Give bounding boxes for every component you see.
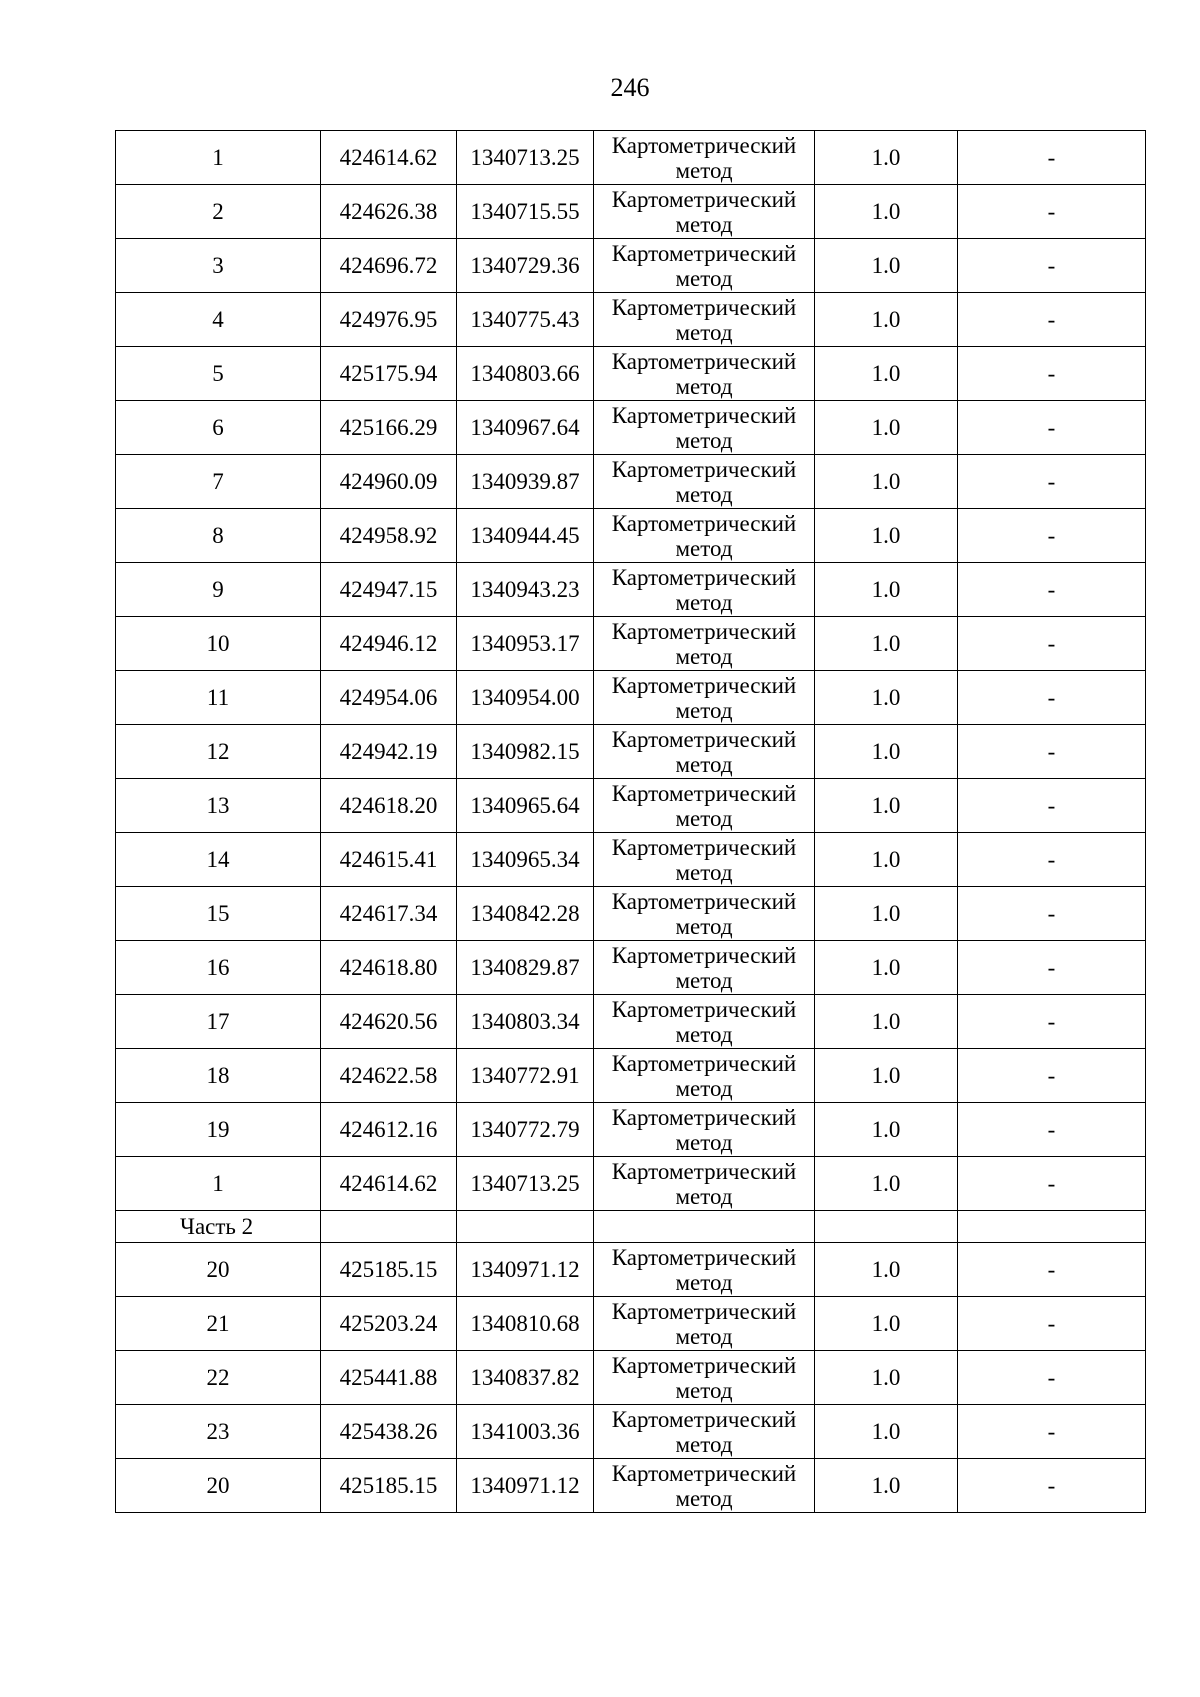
- point-number-cell: 4: [116, 293, 321, 347]
- x-coordinate-cell: 424612.16: [321, 1103, 457, 1157]
- method-line-1: Картометрический: [611, 780, 797, 806]
- method-line-1: Картометрический: [611, 510, 797, 536]
- method-cell: [594, 1351, 815, 1405]
- precision-cell: 1.0: [815, 347, 958, 401]
- table-row: [116, 185, 1146, 239]
- method-line-2: метод: [675, 589, 733, 615]
- method-cell: [594, 941, 815, 995]
- method-cell: [594, 1405, 815, 1459]
- point-number-cell: 18: [116, 1049, 321, 1103]
- y-coordinate-cell: 1340943.23: [457, 563, 594, 617]
- method-cell: [594, 185, 815, 239]
- table-row: [116, 1103, 1146, 1157]
- y-coordinate-cell: 1340967.64: [457, 401, 594, 455]
- precision-cell: 1.0: [815, 239, 958, 293]
- point-number-cell: 6: [116, 401, 321, 455]
- point-number-cell: 2: [116, 185, 321, 239]
- table-body: [116, 131, 1146, 1513]
- note-cell: -: [958, 401, 1146, 455]
- table-row: [116, 1157, 1146, 1211]
- table-row: [116, 401, 1146, 455]
- x-coordinate-cell: 424618.20: [321, 779, 457, 833]
- precision-cell: 1.0: [815, 779, 958, 833]
- method-line-2: метод: [675, 535, 733, 561]
- note-cell: -: [958, 1103, 1146, 1157]
- point-number-cell: 3: [116, 239, 321, 293]
- method-cell: [594, 293, 815, 347]
- method-cell: [594, 1157, 815, 1211]
- method-cell: [594, 563, 815, 617]
- table-row: [116, 455, 1146, 509]
- note-cell: -: [958, 563, 1146, 617]
- method-line-1: Картометрический: [611, 564, 797, 590]
- method-line-2: метод: [675, 1485, 733, 1511]
- x-coordinate-cell: 425185.15: [321, 1459, 457, 1513]
- y-coordinate-cell: 1340953.17: [457, 617, 594, 671]
- table-row: [116, 1243, 1146, 1297]
- y-coordinate-cell: 1340810.68: [457, 1297, 594, 1351]
- method-cell: [594, 1459, 815, 1513]
- x-coordinate-cell: 424960.09: [321, 455, 457, 509]
- note-cell: -: [958, 1049, 1146, 1103]
- method-cell: [594, 887, 815, 941]
- method-line-2: метод: [675, 859, 733, 885]
- point-number-cell: 21: [116, 1297, 321, 1351]
- method-line-1: Картометрический: [611, 240, 797, 266]
- table-row: [116, 131, 1146, 185]
- method-line-1: Картометрический: [611, 294, 797, 320]
- point-number-cell: 20: [116, 1459, 321, 1513]
- method-cell: [594, 995, 815, 1049]
- precision-cell: 1.0: [815, 1351, 958, 1405]
- note-cell: -: [958, 779, 1146, 833]
- x-coordinate-cell: 424947.15: [321, 563, 457, 617]
- method-line-2: метод: [675, 1323, 733, 1349]
- method-line-1: Картометрический: [611, 1298, 797, 1324]
- method-line-1: Картометрический: [611, 1050, 797, 1076]
- precision-cell: 1.0: [815, 1405, 958, 1459]
- note-cell: -: [958, 1243, 1146, 1297]
- note-cell: -: [958, 941, 1146, 995]
- method-cell: [594, 455, 815, 509]
- x-coordinate-cell: 425185.15: [321, 1243, 457, 1297]
- method-cell: [594, 779, 815, 833]
- table-row: [116, 1297, 1146, 1351]
- point-number-cell: 9: [116, 563, 321, 617]
- method-line-1: Картометрический: [611, 618, 797, 644]
- method-line-2: метод: [675, 1021, 733, 1047]
- table-row: [116, 1351, 1146, 1405]
- x-coordinate-cell: 424942.19: [321, 725, 457, 779]
- precision-cell: 1.0: [815, 185, 958, 239]
- note-cell: -: [958, 995, 1146, 1049]
- point-number-cell: 22: [116, 1351, 321, 1405]
- table-row: [116, 293, 1146, 347]
- method-line-1: Картометрический: [611, 186, 797, 212]
- point-number-cell: 13: [116, 779, 321, 833]
- section-label: Часть 2: [116, 1211, 321, 1243]
- method-line-2: метод: [675, 913, 733, 939]
- precision-cell: 1.0: [815, 887, 958, 941]
- table-row: [116, 671, 1146, 725]
- y-coordinate-cell: 1340965.34: [457, 833, 594, 887]
- table-row: [116, 1049, 1146, 1103]
- x-coordinate-cell: 425441.88: [321, 1351, 457, 1405]
- y-coordinate-cell: 1340944.45: [457, 509, 594, 563]
- method-cell: [594, 509, 815, 563]
- table-row: [116, 833, 1146, 887]
- y-coordinate-cell: 1340713.25: [457, 1157, 594, 1211]
- method-line-1: Картометрический: [611, 942, 797, 968]
- y-coordinate-cell: 1340729.36: [457, 239, 594, 293]
- point-number-cell: 1: [116, 1157, 321, 1211]
- note-cell: -: [958, 455, 1146, 509]
- note-cell: -: [958, 347, 1146, 401]
- method-line-2: метод: [675, 265, 733, 291]
- precision-cell: 1.0: [815, 1297, 958, 1351]
- x-coordinate-cell: 424626.38: [321, 185, 457, 239]
- method-line-2: метод: [675, 1269, 733, 1295]
- note-cell: -: [958, 887, 1146, 941]
- method-cell: [594, 1103, 815, 1157]
- point-number-cell: 11: [116, 671, 321, 725]
- point-number-cell: 19: [116, 1103, 321, 1157]
- method-line-1: Картометрический: [611, 1460, 797, 1486]
- empty-cell: [815, 1211, 958, 1243]
- method-line-1: Картометрический: [611, 834, 797, 860]
- method-line-1: Картометрический: [611, 1352, 797, 1378]
- note-cell: -: [958, 239, 1146, 293]
- table-row: [116, 1459, 1146, 1513]
- note-cell: -: [958, 1405, 1146, 1459]
- empty-cell: [958, 1211, 1146, 1243]
- x-coordinate-cell: 424622.58: [321, 1049, 457, 1103]
- x-coordinate-cell: 424958.92: [321, 509, 457, 563]
- precision-cell: 1.0: [815, 941, 958, 995]
- empty-cell: [321, 1211, 457, 1243]
- precision-cell: 1.0: [815, 617, 958, 671]
- point-number-cell: 16: [116, 941, 321, 995]
- precision-cell: 1.0: [815, 833, 958, 887]
- note-cell: -: [958, 671, 1146, 725]
- method-line-1: Картометрический: [611, 132, 797, 158]
- method-line-2: метод: [675, 373, 733, 399]
- precision-cell: 1.0: [815, 509, 958, 563]
- point-number-cell: 8: [116, 509, 321, 563]
- precision-cell: 1.0: [815, 563, 958, 617]
- precision-cell: 1.0: [815, 455, 958, 509]
- method-line-2: метод: [675, 1183, 733, 1209]
- section-row: [116, 1211, 1146, 1243]
- precision-cell: 1.0: [815, 401, 958, 455]
- table-row: [116, 509, 1146, 563]
- method-line-2: метод: [675, 427, 733, 453]
- note-cell: -: [958, 725, 1146, 779]
- y-coordinate-cell: 1340772.91: [457, 1049, 594, 1103]
- y-coordinate-cell: 1340829.87: [457, 941, 594, 995]
- y-coordinate-cell: 1340772.79: [457, 1103, 594, 1157]
- point-number-cell: 12: [116, 725, 321, 779]
- table-row: [116, 995, 1146, 1049]
- method-line-2: метод: [675, 319, 733, 345]
- note-cell: -: [958, 185, 1146, 239]
- method-line-1: Картометрический: [611, 402, 797, 428]
- note-cell: -: [958, 293, 1146, 347]
- y-coordinate-cell: 1340842.28: [457, 887, 594, 941]
- table-row: [116, 617, 1146, 671]
- x-coordinate-cell: 424615.41: [321, 833, 457, 887]
- method-cell: [594, 1243, 815, 1297]
- x-coordinate-cell: 424696.72: [321, 239, 457, 293]
- precision-cell: 1.0: [815, 1103, 958, 1157]
- point-number-cell: 10: [116, 617, 321, 671]
- method-line-1: Картометрический: [611, 996, 797, 1022]
- method-line-2: метод: [675, 697, 733, 723]
- y-coordinate-cell: 1340971.12: [457, 1459, 594, 1513]
- y-coordinate-cell: 1340939.87: [457, 455, 594, 509]
- method-line-2: метод: [675, 157, 733, 183]
- method-line-2: метод: [675, 805, 733, 831]
- note-cell: -: [958, 131, 1146, 185]
- precision-cell: 1.0: [815, 725, 958, 779]
- x-coordinate-cell: 425166.29: [321, 401, 457, 455]
- method-line-2: метод: [675, 481, 733, 507]
- coordinates-table: [115, 130, 1146, 1513]
- note-cell: -: [958, 509, 1146, 563]
- x-coordinate-cell: 424617.34: [321, 887, 457, 941]
- table-row: [116, 347, 1146, 401]
- method-line-2: метод: [675, 1377, 733, 1403]
- point-number-cell: 14: [116, 833, 321, 887]
- precision-cell: 1.0: [815, 1459, 958, 1513]
- y-coordinate-cell: 1340775.43: [457, 293, 594, 347]
- method-line-1: Картометрический: [611, 1104, 797, 1130]
- point-number-cell: 17: [116, 995, 321, 1049]
- precision-cell: 1.0: [815, 995, 958, 1049]
- y-coordinate-cell: 1340803.34: [457, 995, 594, 1049]
- y-coordinate-cell: 1340713.25: [457, 131, 594, 185]
- method-cell: [594, 401, 815, 455]
- precision-cell: 1.0: [815, 671, 958, 725]
- method-line-2: метод: [675, 1431, 733, 1457]
- method-line-1: Картометрический: [611, 888, 797, 914]
- table-row: [116, 1405, 1146, 1459]
- x-coordinate-cell: 424618.80: [321, 941, 457, 995]
- precision-cell: 1.0: [815, 293, 958, 347]
- method-line-2: метод: [675, 211, 733, 237]
- x-coordinate-cell: 425438.26: [321, 1405, 457, 1459]
- table-row: [116, 725, 1146, 779]
- x-coordinate-cell: 425203.24: [321, 1297, 457, 1351]
- precision-cell: 1.0: [815, 131, 958, 185]
- table-row: [116, 239, 1146, 293]
- y-coordinate-cell: 1340982.15: [457, 725, 594, 779]
- point-number-cell: 15: [116, 887, 321, 941]
- method-line-1: Картометрический: [611, 1406, 797, 1432]
- point-number-cell: 23: [116, 1405, 321, 1459]
- table-row: [116, 887, 1146, 941]
- method-cell: [594, 347, 815, 401]
- method-line-1: Картометрический: [611, 348, 797, 374]
- x-coordinate-cell: 424620.56: [321, 995, 457, 1049]
- method-cell: [594, 833, 815, 887]
- method-line-2: метод: [675, 751, 733, 777]
- note-cell: -: [958, 1297, 1146, 1351]
- table-row: [116, 779, 1146, 833]
- point-number-cell: 1: [116, 131, 321, 185]
- note-cell: -: [958, 1351, 1146, 1405]
- y-coordinate-cell: 1340971.12: [457, 1243, 594, 1297]
- method-cell: [594, 671, 815, 725]
- method-line-1: Картометрический: [611, 1158, 797, 1184]
- y-coordinate-cell: 1340715.55: [457, 185, 594, 239]
- method-line-1: Картометрический: [611, 726, 797, 752]
- method-cell: [594, 239, 815, 293]
- method-line-2: метод: [675, 967, 733, 993]
- method-cell: [594, 1297, 815, 1351]
- x-coordinate-cell: 424954.06: [321, 671, 457, 725]
- method-cell: [594, 1049, 815, 1103]
- note-cell: -: [958, 1157, 1146, 1211]
- empty-cell: [457, 1211, 594, 1243]
- page-number: 246: [610, 73, 650, 102]
- precision-cell: 1.0: [815, 1049, 958, 1103]
- method-line-1: Картометрический: [611, 456, 797, 482]
- x-coordinate-cell: 425175.94: [321, 347, 457, 401]
- x-coordinate-cell: 424614.62: [321, 131, 457, 185]
- y-coordinate-cell: 1341003.36: [457, 1405, 594, 1459]
- method-line-2: метод: [675, 1129, 733, 1155]
- method-cell: [594, 725, 815, 779]
- precision-cell: 1.0: [815, 1243, 958, 1297]
- x-coordinate-cell: 424946.12: [321, 617, 457, 671]
- table-row: [116, 563, 1146, 617]
- method-line-1: Картометрический: [611, 672, 797, 698]
- note-cell: -: [958, 833, 1146, 887]
- method-line-2: метод: [675, 1075, 733, 1101]
- empty-cell: [594, 1211, 815, 1243]
- table-row: [116, 941, 1146, 995]
- y-coordinate-cell: 1340965.64: [457, 779, 594, 833]
- x-coordinate-cell: 424976.95: [321, 293, 457, 347]
- point-number-cell: 20: [116, 1243, 321, 1297]
- x-coordinate-cell: 424614.62: [321, 1157, 457, 1211]
- method-line-1: Картометрический: [611, 1244, 797, 1270]
- method-line-2: метод: [675, 643, 733, 669]
- method-cell: [594, 617, 815, 671]
- note-cell: -: [958, 1459, 1146, 1513]
- method-cell: [594, 131, 815, 185]
- point-number-cell: 7: [116, 455, 321, 509]
- note-cell: -: [958, 617, 1146, 671]
- precision-cell: 1.0: [815, 1157, 958, 1211]
- y-coordinate-cell: 1340954.00: [457, 671, 594, 725]
- y-coordinate-cell: 1340837.82: [457, 1351, 594, 1405]
- point-number-cell: 5: [116, 347, 321, 401]
- y-coordinate-cell: 1340803.66: [457, 347, 594, 401]
